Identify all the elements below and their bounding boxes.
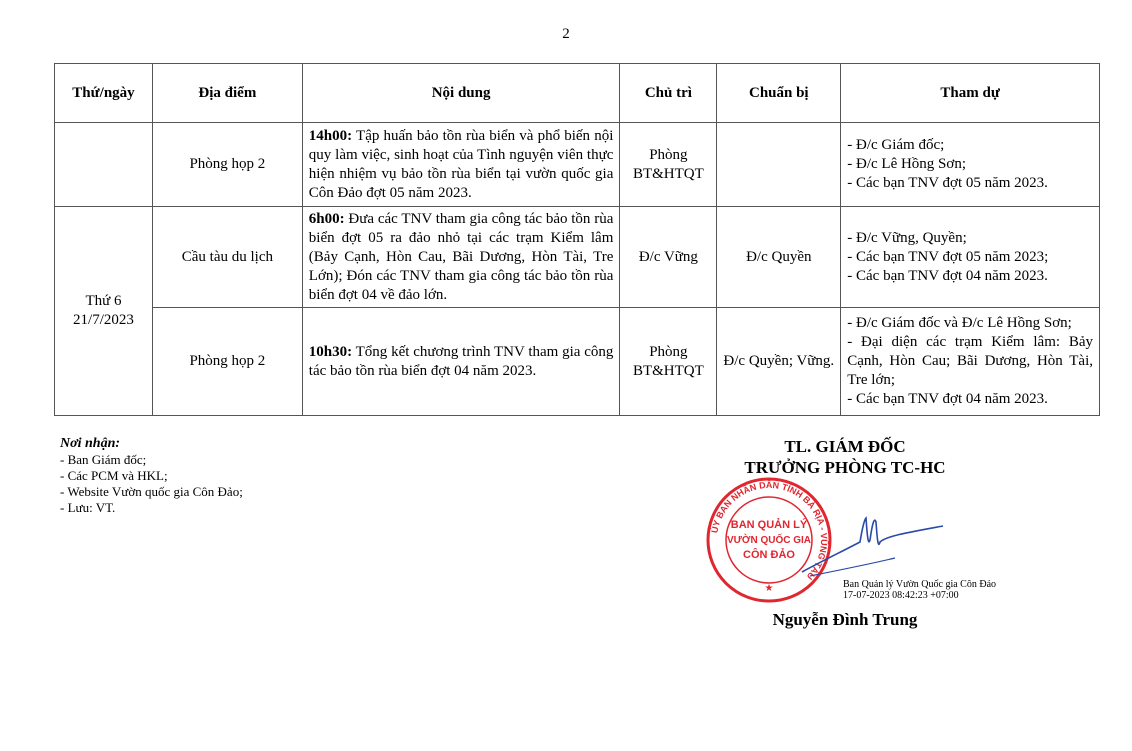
signer-name: Nguyễn Đình Trung	[772, 610, 918, 629]
content-cell	[302, 308, 620, 416]
attendee-line: - Các bạn TNV đợt 05 năm 2023;	[847, 248, 1049, 265]
recipient-item: - Các PCM và HKL;	[60, 468, 168, 483]
place-cell: Phòng họp 2	[152, 123, 302, 207]
recipients-block	[60, 436, 243, 516]
content-cell	[302, 123, 620, 207]
header-day: Thứ/ngày	[55, 64, 153, 123]
header-place: Địa điểm	[152, 64, 302, 123]
seal-line-3: CÔN ĐẢO	[743, 549, 795, 561]
time-label: 10h30:	[308, 343, 353, 360]
attendee-line: - Các bạn TNV đợt 05 năm 2023.	[847, 175, 1048, 191]
digital-signature-time: 17-07-2023 08:42:23 +07:00	[843, 590, 959, 601]
handwritten-signature-icon	[800, 512, 945, 582]
content-cell	[302, 207, 620, 308]
attendee-line: - Đại diện các trạm Kiểm lâm: Bảy Cạnh, Hòn Cau; Bãi Dương, Hòn Tài, Tre lớn;	[847, 334, 1093, 388]
header-attendees: Tham dự	[841, 64, 1100, 123]
seal-line-1: BAN QUẢN LÝ	[730, 519, 808, 531]
svg-text:★: ★	[764, 583, 774, 594]
signature-title-2: TRƯỞNG PHÒNG TC-HC	[744, 458, 946, 477]
host-cell: Phòng BT&HTQT	[620, 123, 717, 207]
table-row	[55, 123, 1100, 207]
seal-line-2: VƯỜN QUỐC GIA	[726, 535, 812, 546]
content-text: Tập huấn bảo tồn rùa biển và phổ biến nội quy làm việc, sinh hoạt của Tình nguyện viên thực hiện nhiệm vụ bảo tồn rùa biển tại vườn quốc gia Côn Đảo đợt 05 năm 2023.	[308, 127, 614, 201]
content-text: Tổng kết chương trình TNV tham gia công tác bảo tồn rùa biển đợt 04 năm 2023.	[308, 343, 614, 379]
schedule-table	[54, 63, 1100, 416]
signature-title-1: TL. GIÁM ĐỐC	[784, 437, 906, 456]
recipient-item: - Ban Giám đốc;	[60, 452, 147, 467]
prep-cell: Đ/c Quyền	[717, 207, 841, 308]
content-text: Đưa các TNV tham gia công tác bảo tồn rùa biển đợt 05 ra đảo nhỏ tại các trạm Kiểm lâm (Bảy Cạnh, Hòn Cau, Bãi Dương, Hòn Tài, Tre Lớn); Đón các TNV tham gia công tác bảo tồn rùa biển đợt 04 về đảo lớn.	[308, 210, 614, 303]
digital-signature-info	[843, 579, 996, 601]
place-cell: Cầu tàu du lịch	[152, 207, 302, 308]
place-cell: Phòng họp 2	[152, 308, 302, 416]
day-cell	[55, 123, 153, 207]
attendee-line: - Các bạn TNV đợt 04 năm 2023.	[847, 391, 1048, 407]
table-row	[55, 207, 1100, 308]
attendee-line: - Các bạn TNV đợt 04 năm 2023.	[847, 267, 1048, 284]
time-label: 14h00:	[308, 127, 353, 144]
page-number: 2	[562, 26, 570, 42]
header-prep: Chuẩn bị	[717, 64, 841, 123]
recipients-title: Nơi nhận:	[60, 436, 121, 451]
host-cell: Đ/c Vững	[620, 207, 717, 308]
attendees-cell	[841, 123, 1100, 207]
attendees-cell	[841, 308, 1100, 416]
prep-cell	[717, 123, 841, 207]
attendee-line: - Đ/c Giám đốc;	[847, 137, 945, 153]
header-content: Nội dung	[302, 64, 620, 123]
time-label: 6h00:	[308, 210, 345, 227]
signature-header	[700, 436, 990, 478]
seal-outer-text: ỦY BAN NHÂN DÂN TỈNH BÀ RỊA - VŨNG TÀU	[709, 479, 830, 582]
digital-signature-org: Ban Quản lý Vườn Quốc gia Côn Đảo	[843, 579, 997, 590]
day-cell: Thứ 6 21/7/2023	[55, 207, 153, 416]
table-row	[55, 308, 1100, 416]
prep-cell: Đ/c Quyền; Vững.	[717, 308, 841, 416]
header-host: Chủ trì	[620, 64, 717, 123]
attendee-line: - Đ/c Lê Hồng Sơn;	[847, 156, 966, 172]
recipient-item: - Lưu: VT.	[60, 500, 116, 515]
host-cell: Phòng BT&HTQT	[620, 308, 717, 416]
table-header-row	[55, 64, 1100, 123]
attendee-line: - Đ/c Giám đốc và Đ/c Lê Hồng Sơn;	[847, 315, 1072, 331]
attendees-cell	[841, 207, 1100, 308]
recipient-item: - Website Vườn quốc gia Côn Đảo;	[60, 484, 243, 499]
attendee-line: - Đ/c Vững, Quyền;	[847, 229, 967, 246]
